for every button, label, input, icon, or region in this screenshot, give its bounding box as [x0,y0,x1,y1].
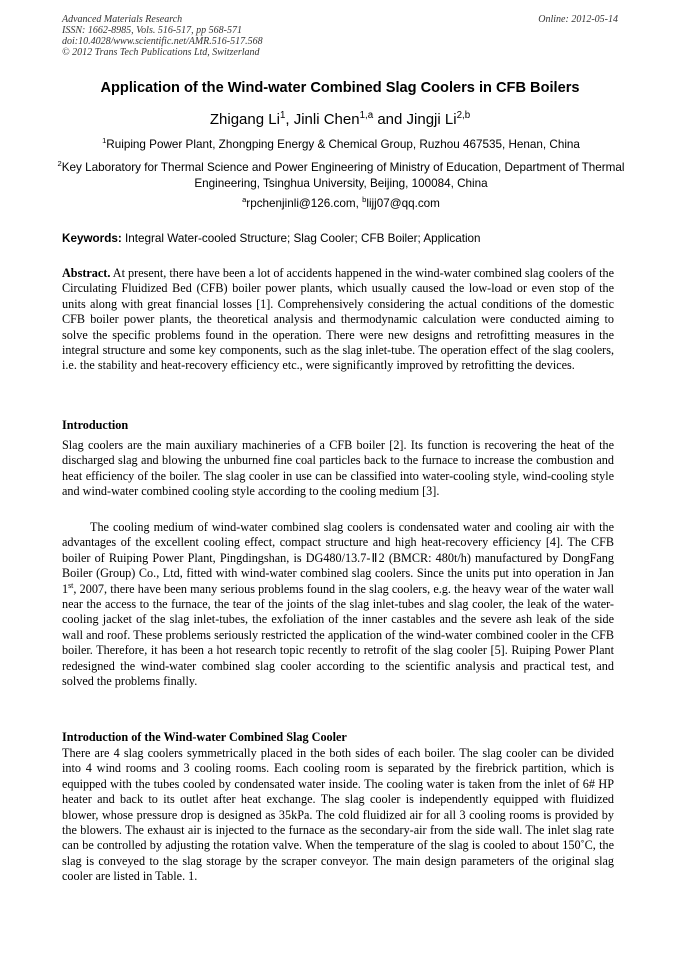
keywords [62,232,618,245]
author-sup: 2,b [456,110,471,121]
email-link[interactable]: lijj07@qq.com [366,197,440,210]
author-separator: , [285,111,294,128]
affiliation-text: Key Laboratory for Thermal Science and Power Engineering of Ministry of Education, Department of Thermal Engineering, Tsinghua University, Beijing, 100084, China [61,161,625,190]
email-link[interactable]: rpchenjinli@126.com, [246,197,363,210]
affiliation-sup: 2 [57,159,62,169]
introduction-paragraph-2 [62,520,614,689]
author-separator: and [373,111,407,128]
affiliation-text: Ruiping Power Plant, Zhongping Energy & Chemical Group, Ruzhou 467535, Henan, China [106,138,580,151]
paragraph-text: The cooling medium of wind-water combined slag coolers is condensated water and cooling air with the advantages of the excellent cooling effect, compact structure and high heat-recovery efficiency [4]. The CFB boiler of Ruiping Power Plant, Pingdingshan, is DG480/13.7-Ⅱ2 (BMCR: 480t/h) manufactured by DongFang Boiler (Group) Co., Ltd, fitted with wind-water combined slag coolers. Since the units put into operation in Jan 1 [62,520,614,596]
author-sup: 1 [279,110,286,121]
abstract [62,266,614,374]
section-heading-slag-cooler: Introduction of the Wind-water Combined Slag Cooler [62,730,347,744]
section-heading-introduction: Introduction [62,418,129,432]
affiliation-1 [56,137,626,153]
author-list [50,111,630,128]
abstract-text: At present, there have been a lot of accidents happened in the wind-water combined slag coolers of the Circulating Fluidized Bed (CFB) boiler power plants, which usually caused the low-load or even stop of the units along with great financial losses [1]. Comprehensively considering the actual conditions of the domestic CFB boiler power plants, the theoretical analysis and thermodynamic calculation were conducted aiming to solve the specific problems found in the operation. There were new designs and retrofitting measures in the integral structure and some key components, such as the slag inlet-tube. The operation effect of the slag coolers, i.e. the stability and heat-recovery efficiency etc., were significantly improved by retrofitting the devices. [62,266,614,373]
online-date: Online: 2012-05-14 [538,14,618,25]
issn: ISSN: 1662-8985, Vols. 516-517, pp 568-571 [62,25,242,36]
doi: doi:10.4028/www.scientific.net/AMR.516-517.568 [62,36,263,47]
journal-name: Advanced Materials Research [62,14,183,25]
author-sup: 1,a [359,110,374,121]
paper-title: Application of the Wind-water Combined Slag Coolers in CFB Boilers [100,80,580,96]
copyright: © 2012 Trans Tech Publications Ltd, Switzerland [62,47,260,58]
author-name: Zhigang Li [209,111,280,128]
paragraph-text: , 2007, there have been many serious problems found in the slag coolers, e.g. the heavy wear of the water wall near the access to the furnace, the tear of the joints of the slag inlet-tubes and slag cooler, the leak of the water-cooling jacket of the slag inlet-tubes, the exfoliation of the inner castables and the severe ash leak of the side wall and roof. These problems seriously restricted the application of the wind-water combined cooler in the CFB boiler. Therefore, it has been a hot research topic recently to retrofit of the slag cooler [5]. Ruiping Power Plant redesigned the wind-water combined slag cooler according to the scientific analysis and practical test, and solved the problems finally. [62,581,614,689]
introduction-paragraph-1: Slag coolers are the main auxiliary machineries of a CFB boiler [2]. Its function is recovering the heat of the discharged slag and blowing the unburned fine coal particles back to the furnace to increase the combustion and heat efficiency of the boiler. The slag cooler in use can be classified into water-cooling style, wind-cooling style and wind-water combined cooling style according to the cooling medium [3]. [62,438,614,499]
section2-paragraph-1: There are 4 slag coolers symmetrically placed in the both sides of each boiler. The slag cooler can be divided into 4 wind rooms and 3 cooling rooms. Each cooling room is separated by the firebrick partition, which is equipped with the tubes cooled by condensated water inside. The cooling water is taken from the inlet of 6# HP heater and back to its outlet after heat exchange. The slag cooler is independently equipped with fluidized blower, whose pressure drop is designed as 35kPa. The cold fluidized air for all 3 cooling rooms is provided by the blowers. The exhaust air is injected to the furnace as the secondary-air from the side wall. The inlet slag rate can be controlled by adjusting the rotation valve. When the temperature of the slag is cooled to about 150˚C, the slag is conveyed to the slag storage by the scraper conveyor. The main design parameters of the original slag cooler are listed in Table. 1. [62,746,614,884]
abstract-label: Abstract. [62,266,111,280]
author-name: Jingji Li [406,111,457,128]
journal-header [62,14,618,58]
keywords-text: Integral Water-cooled Structure; Slag Cooler; CFB Boiler; Application [121,232,481,245]
author-name: Jinli Chen [293,111,360,128]
affiliation-sup: 1 [102,136,107,146]
email-sup: b [362,195,367,205]
paragraph-sup: st [68,580,74,590]
affiliation-2 [56,160,626,192]
email-sup: a [242,195,247,205]
email-line [56,196,626,212]
keywords-label: Keywords: [62,232,122,245]
